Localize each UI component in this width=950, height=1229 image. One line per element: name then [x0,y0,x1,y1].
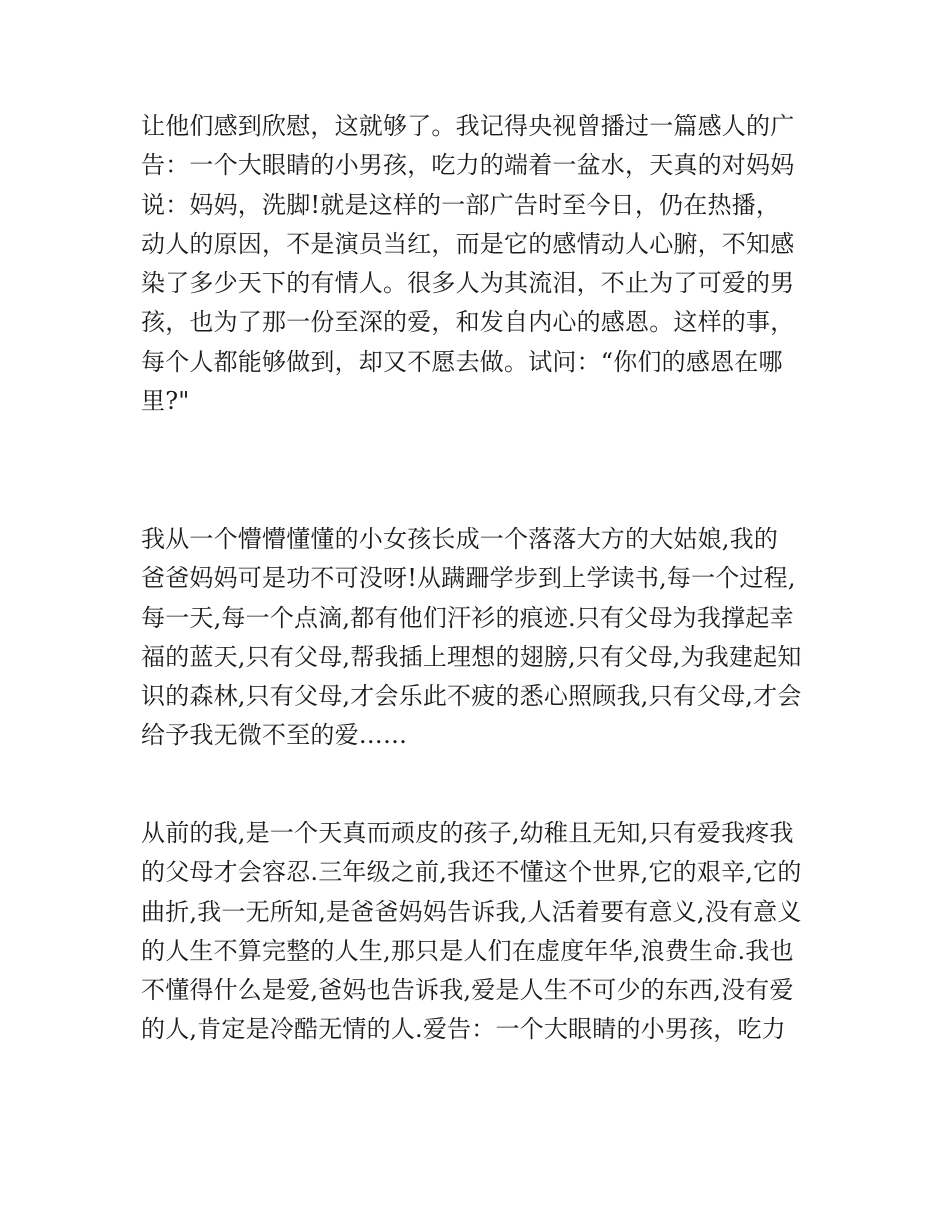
paragraph-line: 每个人都能够做到，却又不愿去做。试问：“你们的感恩在哪 [141,347,783,376]
paragraph-line: 动人的原因，不是演员当红，而是它的感情动人心腑，不知感 [141,229,795,258]
paragraph-line: 里?" [141,387,190,416]
paragraph-2 [141,520,821,756]
paragraph-line: 孩，也为了那一份至深的爱，和发自内心的感恩。这样的事， [141,308,795,337]
paragraph-line: 我从一个懵懵懂懂的小女孩长成一个落落大方的大姑娘,我的 [141,525,779,553]
paragraph-line: 不懂得什么是爱,爸妈也告诉我,爱是人生不可少的东西,没有爱 [141,976,794,1005]
paragraph-line: 让他们感到欣慰，这就够了。我记得央视曾播过一篇感人的广 [141,112,795,140]
paragraph-line: 给予我无微不至的爱…… [141,721,408,750]
paragraph-line: 福的蓝天,只有父母,帮我插上理想的翅膀,只有父母,为我建起知 [141,642,802,671]
paragraph-line: 曲折,我一无所知,是爸爸妈妈告诉我,人活着要有意义,没有意义 [141,897,802,926]
paragraph-line: 从前的我,是一个天真而顽皮的孩子,幼稚且无知,只有爱我疼我 [141,819,794,847]
paragraph-line: 爸爸妈妈可是功不可没呀!从蹒跚学步到上学读书,每一个过程, [141,564,796,593]
paragraph-line: 告：一个大眼睛的小男孩，吃力的端着一盆水，天真的对妈妈 [141,151,795,180]
paragraph-3 [141,814,821,1050]
paragraph-line: 的父母才会容忍.三年级之前,我还不懂这个世界,它的艰辛,它的 [141,858,802,887]
paragraph-line: 识的森林,只有父母,才会乐此不疲的悉心照顾我,只有父母,才会 [141,682,802,711]
paragraph-line: 说：妈妈，洗脚!就是这样的一部广告时至今日，仍在热播， [141,190,781,219]
paragraph-line: 每一天,每一个点滴,都有他们汗衫的痕迹.只有父母为我撑起幸 [141,603,794,632]
paragraph-line: 的人,肯定是冷酷无情的人.爱告：一个大眼睛的小男孩，吃力 [141,1015,786,1044]
paragraph-line: 染了多少天下的有情人。很多人为其流泪，不止为了可爱的男 [141,269,795,298]
paragraph-1 [141,107,821,421]
paragraph-line: 的人生不算完整的人生,那只是人们在虚度年华,浪费生命.我也 [141,936,794,965]
